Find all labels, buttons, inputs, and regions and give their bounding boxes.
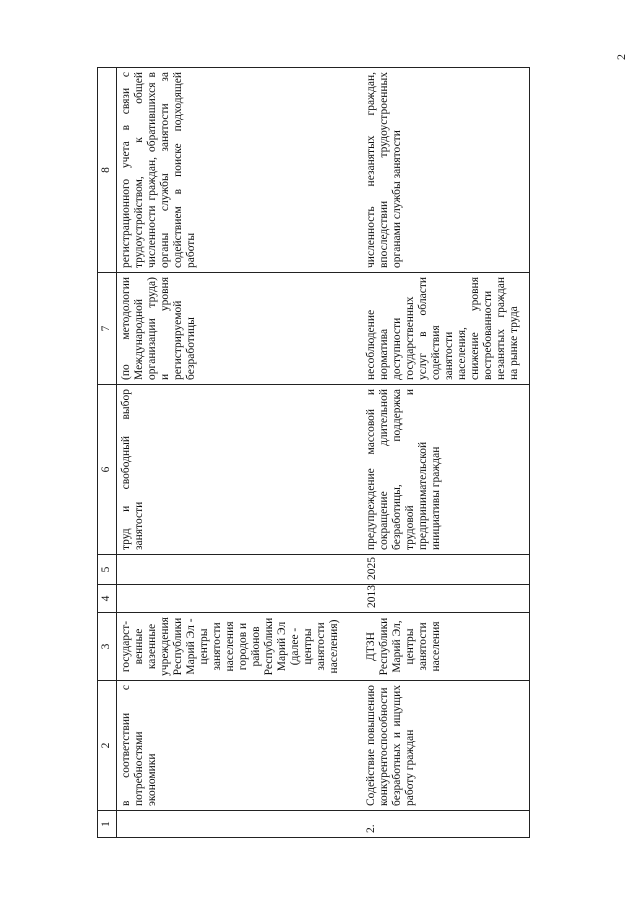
measures-table: [97, 67, 530, 838]
row-number: [117, 811, 363, 838]
consequence-cell: (по методологии Международной организации труда) и уровня регистрируемой безработицы: [117, 273, 363, 385]
page-number: 2: [614, 54, 628, 60]
row-number: 2.: [362, 811, 530, 838]
indicator-cell: численность незанятых граждан, впоследствии трудоустроенных органами службы занятости: [362, 68, 530, 273]
result-cell: труд и свободный выбор занятости: [117, 385, 363, 555]
executor-cell: ДТЗН Республики Марий Эл, центры занятости населения: [362, 613, 530, 681]
end-year-cell: [117, 555, 363, 585]
table-row: [362, 68, 530, 838]
executor-cell: государст- венные казенные учреждения Республики Марий Эл - центры занятости населения городов и районов Республики Марий Эл (далее - центры занятости населения): [117, 613, 363, 681]
header-col-6: 6: [98, 385, 117, 555]
header-col-2: 2: [98, 681, 117, 811]
consequence-cell: несоблюдение норматива доступности государственных услуг в области содействия занятости населения, снижение уровня востребованности незанятых граждан на рынке труда: [362, 273, 530, 385]
measure-cell: в соответствии с потребностями экономики: [117, 681, 363, 811]
table-row: [117, 68, 363, 838]
header-col-7: 7: [98, 273, 117, 385]
header-col-3: 3: [98, 613, 117, 681]
start-year-cell: 2013: [362, 585, 530, 613]
end-year-cell: 2025: [362, 555, 530, 585]
indicator-cell: регистрационного учета в связи с трудоустройством, к общей численности граждан, обратившихся в органы службы занятости за содействием в поиске подходящей работы: [117, 68, 363, 273]
header-col-8: 8: [98, 68, 117, 273]
header-col-4: 4: [98, 585, 117, 613]
result-cell: предупреждение массовой и сокращение длительной безработицы, поддержка трудовой и предпринимательской инициативы граждан: [362, 385, 530, 555]
header-col-5: 5: [98, 555, 117, 585]
header-col-1: 1: [98, 811, 117, 838]
header-row: [98, 68, 117, 838]
rotated-page: [97, 68, 597, 838]
start-year-cell: [117, 585, 363, 613]
measure-cell: Содействие повышению конкурентоспособности безработных и ищущих работу граждан: [362, 681, 530, 811]
